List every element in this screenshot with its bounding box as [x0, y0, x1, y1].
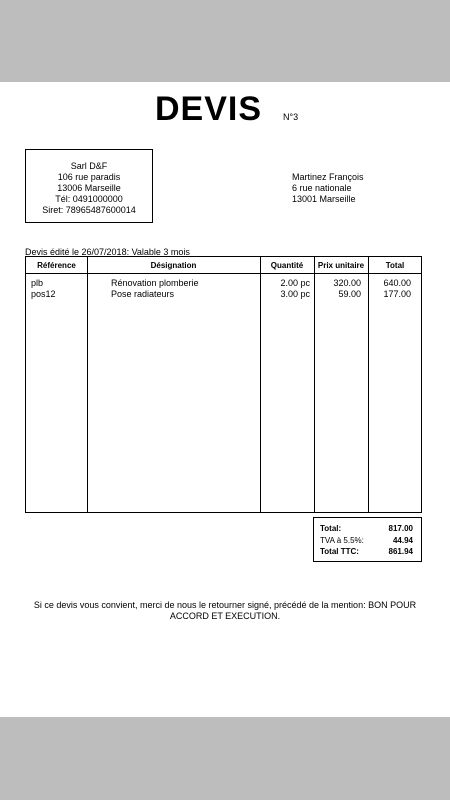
document-number: N°3: [283, 112, 299, 122]
row-designation: Pose radiateurs: [111, 289, 175, 299]
header-total: Total: [385, 261, 405, 270]
column-divider: [368, 257, 369, 512]
edition-date: Devis édité le 26/07/2018: Valable 3 mois: [25, 247, 190, 257]
sender-city: 13006 Marseille: [57, 183, 121, 193]
totals-box: [313, 517, 422, 562]
header-quantity: Quantité: [270, 261, 304, 270]
document-title: DEVIS: [155, 90, 263, 128]
ttc-value: 861.94: [388, 547, 413, 556]
recipient-city: 13001 Marseille: [292, 194, 356, 204]
tva-value: 44.94: [392, 536, 413, 545]
row-reference: pos12: [31, 289, 56, 299]
total-label: Total:: [320, 524, 342, 533]
row-reference: plb: [31, 278, 44, 288]
column-divider: [87, 257, 88, 512]
header-divider: [26, 273, 421, 274]
row-total: 177.00: [383, 289, 411, 299]
document-page: [0, 82, 450, 717]
items-table: [25, 256, 422, 513]
tva-row: [320, 536, 413, 545]
ttc-row: [320, 547, 413, 556]
sender-box: [25, 149, 153, 223]
sender-name: Sarl D&F: [70, 161, 108, 171]
sender-siret: Siret: 78965487600014: [42, 205, 136, 215]
recipient-name: Martinez François: [292, 172, 364, 182]
recipient-street: 6 rue nationale: [292, 183, 352, 193]
total-row: [320, 524, 413, 533]
row-quantity: 2.00 pc: [280, 278, 310, 288]
sender-phone: Tél: 0491000000: [55, 194, 123, 204]
header-designation: Désignation: [150, 261, 197, 270]
column-divider: [260, 257, 261, 512]
header-unit-price: Prix unitaire: [317, 261, 365, 270]
ttc-label: Total TTC:: [320, 547, 359, 556]
total-value: 817.00: [388, 524, 413, 533]
column-divider: [314, 257, 315, 512]
row-unit-price: 59.00: [338, 289, 361, 299]
row-designation: Rénovation plomberie: [111, 278, 199, 288]
row-quantity: 3.00 pc: [280, 289, 310, 299]
row-unit-price: 320.00: [333, 278, 361, 288]
row-total: 640.00: [383, 278, 411, 288]
sender-street: 106 rue paradis: [57, 172, 121, 182]
tva-label: TVA à 5.5%:: [320, 536, 364, 545]
recipient-address: [292, 172, 364, 205]
header-reference: Référence: [37, 261, 76, 270]
acceptance-note: Si ce devis vous convient, merci de nous le retourner signé, précédé de la mention: BON POUR ACCORD ET EXECUTION.: [33, 600, 417, 621]
